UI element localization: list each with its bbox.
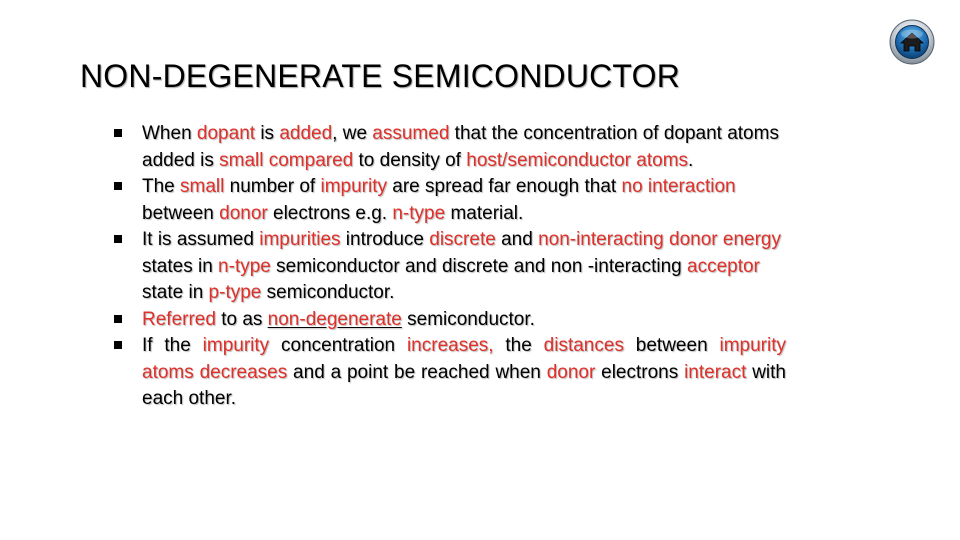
highlighted-term: no interaction: [621, 176, 736, 197]
highlighted-term: impurities: [259, 229, 341, 250]
highlighted-term: p-type: [208, 282, 262, 303]
highlighted-term: non-degenerate: [267, 308, 402, 330]
bullet-text: introduce: [340, 229, 430, 250]
highlighted-term: n-type: [218, 255, 271, 277]
bullet-text: electrons: [595, 361, 685, 383]
bullet-text: number of: [224, 176, 321, 197]
bullet-text: , we: [332, 123, 373, 144]
bullet-text: and: [495, 229, 539, 250]
bullet-text: to density of: [353, 149, 467, 171]
bullet-square-icon: [114, 235, 122, 243]
highlighted-term: n-type: [392, 202, 446, 224]
bullet-square-icon: [114, 315, 122, 323]
bullet-text: state in: [142, 282, 209, 303]
bullet-item: [114, 307, 786, 334]
highlighted-term: impurity: [320, 176, 387, 197]
highlighted-term: dopant: [196, 123, 256, 144]
highlighted-term: non-interacting donor energy: [538, 229, 781, 250]
bullet-text: concentration: [269, 335, 407, 356]
bullet-text: that the concentration of dopant atoms added is: [142, 123, 779, 171]
highlighted-term: impurity atoms decreases: [142, 335, 786, 383]
highlighted-term: small compared: [219, 149, 354, 171]
bullet-text: semiconductor and discrete and non -interacting: [270, 255, 687, 277]
bullet-item: [114, 227, 786, 307]
bullet-text: between: [623, 335, 720, 356]
highlighted-term: Referred: [142, 308, 216, 330]
highlighted-term: host/semiconductor atoms: [466, 149, 689, 171]
bullet-text: material.: [445, 202, 524, 224]
highlighted-term: donor: [219, 202, 268, 224]
highlighted-term: discrete: [429, 229, 496, 250]
bullet-text: are spread far enough that: [387, 176, 622, 197]
highlighted-term: interact: [684, 361, 747, 383]
bullet-text: If the: [142, 335, 203, 356]
highlighted-term: increases,: [406, 335, 494, 356]
highlighted-term: small: [180, 176, 225, 197]
bullet-text: states in: [142, 255, 219, 277]
bullet-text: electrons e.g.: [267, 202, 393, 224]
bullet-text: It is assumed: [142, 229, 260, 250]
bullet-text: When: [142, 123, 197, 144]
bullet-item: [114, 174, 786, 227]
highlighted-term: impurity: [202, 335, 270, 356]
slide-title: NON-DEGENERATE SEMICONDUCTOR: [80, 58, 681, 94]
highlighted-term: assumed: [372, 123, 450, 144]
bullet-text: to as: [215, 308, 268, 330]
bullet-square-icon: [114, 341, 122, 349]
bullet-text: with each other.: [142, 361, 786, 409]
bullet-item: [114, 333, 786, 413]
highlighted-term: acceptor: [687, 255, 760, 277]
bullet-text: .: [688, 149, 694, 171]
bullet-text: the: [493, 335, 544, 356]
bullet-text: between: [142, 202, 220, 224]
bullet-text: is: [255, 123, 280, 144]
bullet-text: The: [142, 176, 181, 197]
bullet-square-icon: [114, 182, 122, 190]
bullet-text: semiconductor.: [261, 282, 395, 303]
bullet-text: semiconductor.: [401, 308, 535, 330]
highlighted-term: added: [279, 123, 333, 144]
bullet-list: [114, 121, 786, 413]
home-icon: [889, 19, 935, 65]
home-button[interactable]: [889, 19, 935, 65]
bullet-item: [114, 121, 786, 174]
highlighted-term: distances: [543, 335, 624, 356]
bullet-square-icon: [114, 129, 122, 137]
highlighted-term: donor: [546, 361, 596, 383]
bullet-text: and a point be reached when: [287, 361, 547, 383]
